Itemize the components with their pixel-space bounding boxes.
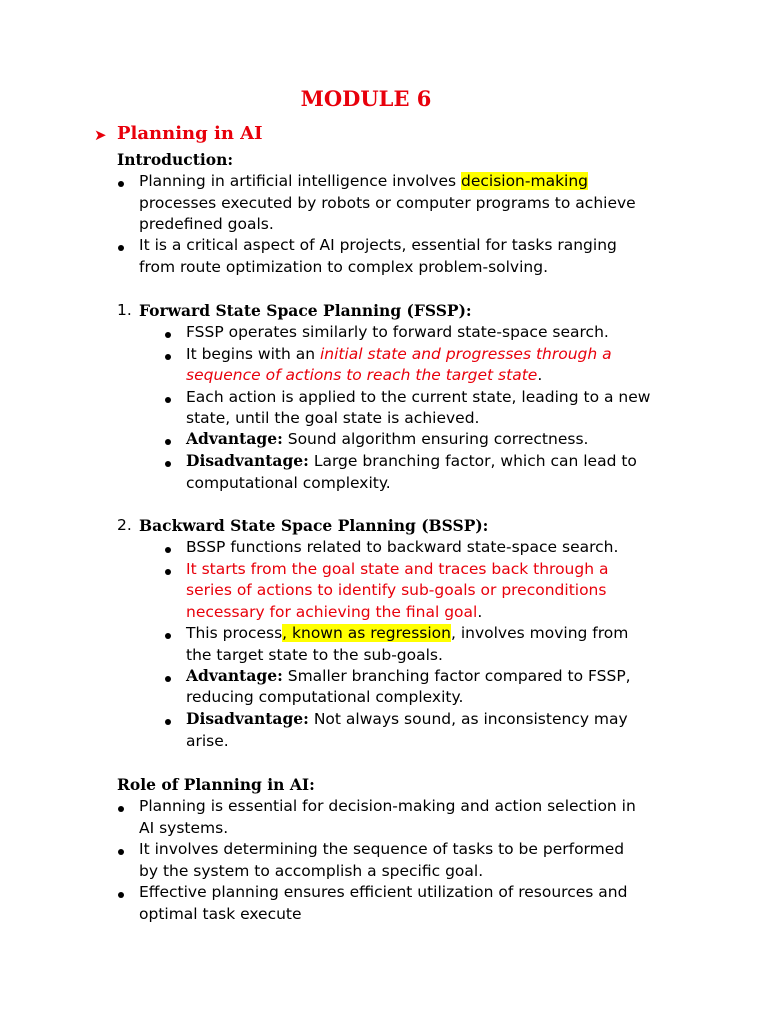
highlight-regression: , known as regression bbox=[282, 624, 451, 642]
advantage-label: Advantage: bbox=[186, 429, 283, 448]
bullet-icon bbox=[118, 849, 124, 855]
disadvantage-text: Not always sound, as inconsistency may bbox=[308, 710, 628, 728]
role-heading: Role of Planning in AI: bbox=[117, 775, 315, 794]
bssp-heading: Backward State Space Planning (BSSP): bbox=[139, 516, 489, 535]
advantage-label: Advantage: bbox=[186, 666, 283, 685]
fssp-bullet-3-line-2: state, until the goal state is achieved. bbox=[186, 409, 480, 427]
advantage-text: Smaller branching factor compared to FSSP, bbox=[282, 667, 631, 685]
fssp-bullet-2-red: initial state and progresses through a bbox=[319, 345, 612, 363]
fssp-bullet-5-line-2: computational complexity. bbox=[186, 474, 391, 492]
role-bullet-1-line-1: Planning is essential for decision-making and action selection in bbox=[139, 797, 636, 815]
page-title: MODULE 6 bbox=[300, 86, 432, 111]
role-bullet-1-line-2: AI systems. bbox=[139, 819, 229, 837]
fssp-bullet-3-line-1: Each action is applied to the current state, leading to a new bbox=[186, 388, 651, 406]
intro-bullet-2-line-1: It is a critical aspect of AI projects, essential for tasks ranging bbox=[139, 236, 617, 254]
bssp-bullet-1: BSSP functions related to backward state-space search. bbox=[186, 538, 619, 556]
bssp-bullet-5-line-1 bbox=[186, 708, 628, 730]
bullet-icon bbox=[165, 439, 171, 445]
bssp-bullet-2-red-3: necessary for achieving the final goal bbox=[186, 603, 478, 621]
fssp-bullet-5-line-1 bbox=[186, 450, 637, 472]
bullet-icon bbox=[118, 806, 124, 812]
fssp-bullet-2-line-1 bbox=[186, 343, 612, 365]
bullet-icon bbox=[165, 719, 171, 725]
bssp-bullet-5-line-2: arise. bbox=[186, 732, 229, 750]
fssp-number: 1. bbox=[117, 301, 132, 319]
intro-bullet-2-line-2: from route optimization to complex problem-solving. bbox=[139, 258, 549, 276]
bssp-bullet-3-rest: , involves moving from bbox=[450, 624, 629, 642]
bullet-icon bbox=[118, 892, 124, 898]
bssp-number: 2. bbox=[117, 516, 132, 534]
fssp-bullet-2-red-2: sequence of actions to reach the target state bbox=[186, 366, 538, 384]
bssp-bullet-2-line-3 bbox=[186, 601, 482, 623]
intro-bullet-1-text: Planning in artificial intelligence involves bbox=[139, 172, 461, 190]
bssp-bullet-4-line-2: reducing computational complexity. bbox=[186, 688, 464, 706]
bullet-icon bbox=[165, 354, 171, 360]
role-bullet-2-line-2: by the system to accomplish a specific goal. bbox=[139, 862, 484, 880]
fssp-bullet-4 bbox=[186, 428, 588, 450]
bullet-icon bbox=[165, 633, 171, 639]
bullet-icon bbox=[165, 397, 171, 403]
disadvantage-label: Disadvantage: bbox=[186, 451, 309, 470]
bssp-bullet-2-end: . bbox=[477, 603, 483, 621]
bssp-bullet-3-text: This process bbox=[186, 624, 283, 642]
section-heading: Planning in AI bbox=[117, 123, 263, 144]
fssp-heading: Forward State Space Planning (FSSP): bbox=[139, 301, 472, 320]
bullet-icon bbox=[118, 245, 124, 251]
bssp-bullet-3-line-1 bbox=[186, 622, 628, 644]
fssp-bullet-2-end: . bbox=[537, 366, 543, 384]
disadvantage-text: Large branching factor, which can lead to bbox=[308, 452, 637, 470]
disadvantage-label: Disadvantage: bbox=[186, 709, 309, 728]
intro-label: Introduction: bbox=[117, 150, 234, 169]
bullet-icon bbox=[165, 569, 171, 575]
bssp-bullet-3-line-2: the target state to the sub-goals. bbox=[186, 646, 443, 664]
bullet-icon bbox=[118, 181, 124, 187]
bullet-icon bbox=[165, 461, 171, 467]
bullet-icon bbox=[165, 332, 171, 338]
intro-bullet-1-line-1 bbox=[139, 170, 588, 192]
arrow-bullet-icon: ➤ bbox=[94, 126, 107, 144]
bullet-icon bbox=[165, 547, 171, 553]
role-bullet-3-line-2: optimal task execute bbox=[139, 905, 302, 923]
bullet-icon bbox=[165, 676, 171, 682]
intro-bullet-1-line-3: predefined goals. bbox=[139, 215, 274, 233]
intro-bullet-1-line-2: processes executed by robots or computer programs to achieve bbox=[139, 194, 636, 212]
advantage-text: Sound algorithm ensuring correctness. bbox=[282, 430, 589, 448]
bssp-bullet-2-line-2: series of actions to identify sub-goals or preconditions bbox=[186, 581, 607, 599]
fssp-bullet-2-text: It begins with an bbox=[186, 345, 320, 363]
fssp-bullet-1: FSSP operates similarly to forward state-space search. bbox=[186, 323, 609, 341]
fssp-bullet-2-line-2 bbox=[186, 364, 542, 386]
role-bullet-2-line-1: It involves determining the sequence of tasks to be performed bbox=[139, 840, 625, 858]
role-bullet-3-line-1: Effective planning ensures efficient utilization of resources and bbox=[139, 883, 628, 901]
bssp-bullet-2-line-1: It starts from the goal state and traces back through a bbox=[186, 560, 609, 578]
bssp-bullet-4-line-1 bbox=[186, 665, 631, 687]
highlight-decision-making: decision-making bbox=[460, 172, 589, 190]
